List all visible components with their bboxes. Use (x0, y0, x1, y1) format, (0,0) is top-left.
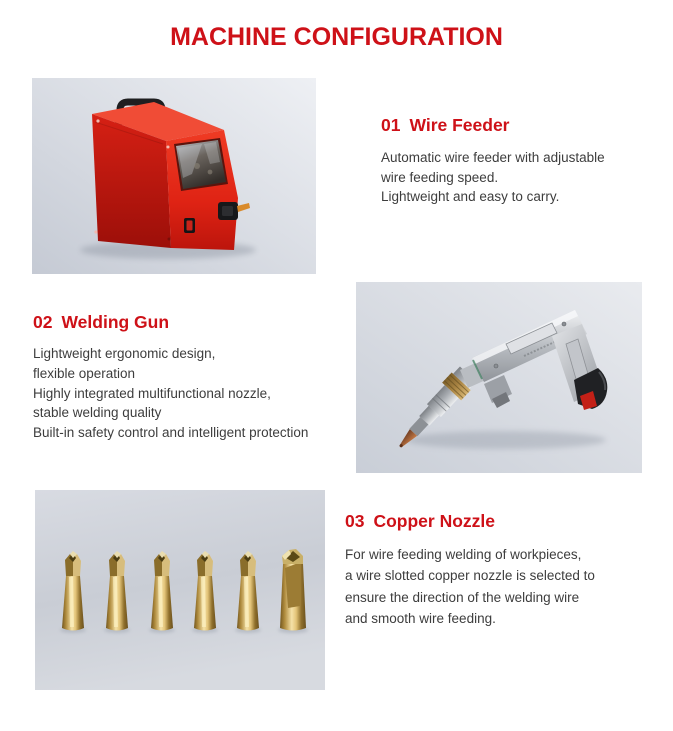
section-heading (33, 313, 308, 331)
section-title: Welding Gun (61, 312, 170, 332)
section-body-line: and smooth wire feeding. (345, 611, 496, 627)
section-description (33, 344, 308, 443)
section-wire-feeder (381, 116, 605, 207)
section-number: 01 (381, 115, 401, 135)
section-body-line: a wire slotted copper nozzle is selected to (345, 568, 595, 584)
section-body-line: ensure the direction of the welding wire (345, 589, 580, 605)
wire-feeder-photo (32, 78, 316, 274)
section-body-line: Highly integrated multifunctional nozzle, (33, 385, 271, 401)
section-heading (345, 512, 595, 530)
section-number: 02 (33, 312, 53, 332)
section-number: 03 (345, 511, 365, 531)
section-body-line: flexible operation (33, 365, 136, 381)
section-body-line: Built-in safety control and intelligent protection (33, 425, 309, 441)
section-title: Copper Nozzle (373, 511, 496, 531)
section-heading (381, 116, 605, 134)
section-copper-nozzle (345, 512, 595, 630)
section-body-line: stable welding quality (33, 405, 162, 421)
section-body-line: Lightweight and easy to carry. (381, 189, 560, 205)
welding-gun-photo (356, 282, 642, 473)
section-title: Wire Feeder (409, 115, 510, 135)
section-body-line: For wire feeding welding of workpieces, (345, 547, 582, 562)
section-body-line: Automatic wire feeder with adjustable (381, 150, 605, 165)
copper-nozzles-photo (35, 490, 325, 690)
section-description (345, 544, 595, 630)
section-welding-gun (33, 313, 308, 443)
section-description (381, 148, 605, 207)
section-body-line: Lightweight ergonomic design, (33, 346, 216, 361)
page-title: MACHINE CONFIGURATION (170, 23, 503, 51)
section-body-line: wire feeding speed. (381, 169, 499, 185)
